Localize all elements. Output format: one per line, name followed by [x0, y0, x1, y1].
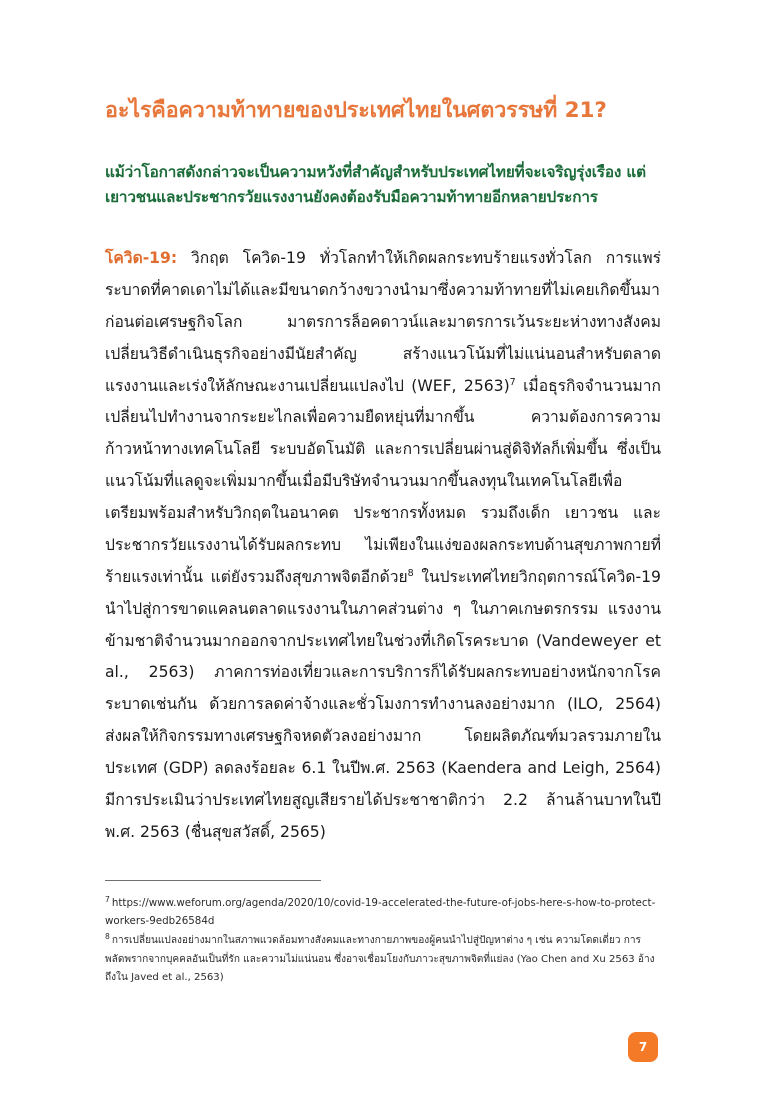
footnote-separator: [105, 880, 321, 881]
page-subtitle: แม้ว่าโอกาสดังกล่าวจะเป็นความหวังที่สำคัญสำหรับประเทศไทยที่จะเจริญรุ่งเรือง แต่เยาวชนและประชากรวัยแรงงานยังคงต้องรับมือความท้าทายอีกหลายประการ: [105, 163, 646, 206]
body-paragraph: [105, 243, 661, 849]
footnote-number-8: 8: [105, 932, 110, 942]
body-text-part-2: เมื่อธุรกิจจำนวนมากเปลี่ยนไปทำงานจากระยะไกลเพื่อความยืดหยุ่นที่มากขึ้น ความต้องการความก้าวหน้าทางเทคโนโลยี ระบบอัตโนมัติ และการเปลี่ยนผ่านสู่ดิจิทัลก็เพิ่มขึ้น ซึ่งเป็นแนวโน้มที่แลดูจะเพิ่มมากขึ้นเมื่อมีบริษัทจำนวนมากขึ้นลงทุนในเทคโนโลยีเพื่อเตรียมพร้อมสำหรับวิกฤตในอนาคต ประชากรทั้งหมด รวมถึงเด็ก เยาวชน และประชากรวัยแรงงานได้รับผลกระทบ ไม่เพียงในแง่ของผลกระทบด้านสุขภาพกายที่ร้ายแรงเท่านั้น แต่ยังรวมถึงสุขภาพจิตอีกด้วย: [105, 376, 661, 586]
footnote-text-8: การเปลี่ยนแปลงอย่างมากในสภาพแวดล้อมทางสังคมและทางกายภาพของผู้คนนำไปสู่ปัญหาต่าง ๆ เช่น ความโดดเดี่ยว การพลัดพรากจากบุคคลอันเป็นที่รัก และความไม่แน่นอน ซึ่งอาจเชื่อมโยงกับภาวะสุขภาพจิตที่แย่ลง (Yao Chen and Xu 2563 อ้างถึงใน Javed et al., 2563): [105, 935, 655, 984]
footnote-text-7[interactable]: https://www.weforum.org/agenda/2020/10/covid-19-accelerated-the-future-of-jobs-here-s-how-to-protect-workers-9edb26584d: [105, 897, 656, 927]
body-text-part-3: ในประเทศไทยวิกฤตการณ์โควิด-19 นำไปสู่การขาดแคลนตลาดแรงงานในภาคส่วนต่าง ๆ ในภาคเกษตรกรรม แรงงานข้ามชาติจำนวนมากออกจากประเทศไทยในช่วงที่เกิดโรคระบาด (Vandeweyer et al., 2563) ภาคการท่องเที่ยวและการบริการก็ได้รับผลกระทบอย่างหนักจากโรคระบาดเช่นกัน ด้วยการลดค่าจ้างและชั่วโมงการทำงานลงอย่างมาก (ILO, 2564) ส่งผลให้กิจกรรมทางเศรษฐกิจหดตัวลงอย่างมาก โดยผลิตภัณฑ์มวลรวมภายในประเทศ (GDP) ลดลงร้อยละ 6.1 ในปีพ.ศ. 2563 (Kaendera and Leigh, 2564) มีการประเมินว่าประเทศไทยสูญเสียรายได้ประชาชาติกว่า 2.2 ล้านล้านบาทในปี พ.ศ. 2563 (ชื่นสุขสวัสดิ์, 2565): [105, 567, 661, 841]
body-text-part-1: วิกฤต โควิด-19 ทั่วโลกทำให้เกิดผลกระทบร้ายแรงทั่วโลก การแพร่ระบาดที่คาดเดาไม่ได้และมีขนาดกว้างขวางนำมาซึ่งความท้าทายที่ไม่เคยเกิดขึ้นมาก่อนต่อเศรษฐกิจโลก มาตรการล็อคดาวน์และมาตรการเว้นระยะห่างทางสังคมเปลี่ยนวิธีดำเนินธุรกิจอย่างมีนัยสำคัญ สร้างแนวโน้มที่ไม่แน่นอนสำหรับตลาดแรงงานและเร่งให้ลักษณะงานเปลี่ยนแปลงไป (WEF, 2563): [105, 249, 661, 395]
lead-term-covid19: โควิด-19:: [105, 249, 178, 267]
page-title: อะไรคือความท้าทายของประเทศไทยในศตวรรษที่ 21?: [105, 98, 607, 123]
footnote-item-7: [105, 895, 661, 930]
footnote-reference-7[interactable]: 7: [509, 376, 516, 388]
footnote-list: [105, 895, 661, 989]
page-number-badge: 7: [628, 1032, 658, 1062]
footnote-item-8: [105, 932, 661, 987]
body-text-block: [105, 243, 661, 849]
footnote-reference-8[interactable]: 8: [407, 567, 414, 579]
footnote-number-7: 7: [105, 894, 110, 904]
